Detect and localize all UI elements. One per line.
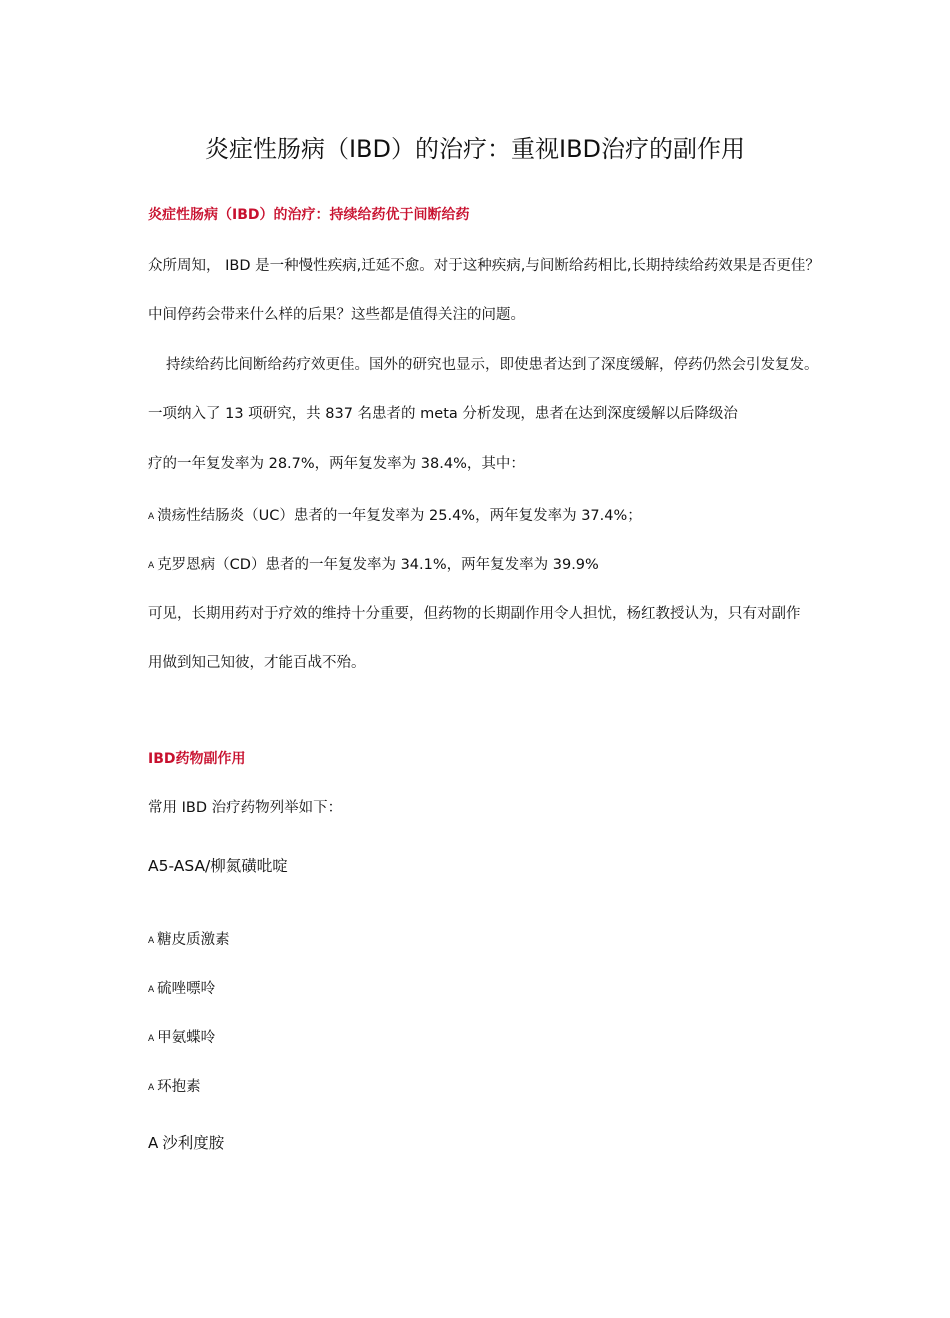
- bullet-marker: A: [148, 561, 155, 571]
- bullet-marker: A: [148, 1034, 155, 1044]
- drug-item-cyclosporine: [148, 1077, 201, 1098]
- drug-name: 甲氨蝶呤: [157, 1030, 216, 1046]
- bullet-marker: A: [148, 1083, 155, 1093]
- bullet-marker: A: [148, 512, 155, 522]
- paragraph-line: 可见，长期用药对于疗效的维持十分重要，但药物的长期副作用令人担忧，杨红教授认为，只有对副作: [148, 606, 801, 622]
- bullet-text: 溃疡性结肠炎（UC）患者的一年复发率为 25.4%，两年复发率为 37.4%；: [157, 508, 642, 524]
- drug-item-azathioprine: [148, 979, 215, 1000]
- paragraph-line: 用做到知己知彼，才能百战不殆。: [148, 655, 366, 671]
- drug-name: 硫唑嘌呤: [157, 981, 216, 997]
- bullet-item-cd: [148, 555, 599, 576]
- paragraph-line: 持续给药比间断给药疗效更佳。国外的研究也显示，即使患者达到了深度缓解，停药仍然会引发复发。: [166, 357, 819, 373]
- paragraph-line: 中间停药会带来什么样的后果？这些都是值得关注的问题。: [148, 307, 525, 323]
- bullet-marker: A: [148, 985, 155, 995]
- drug-name: 糖皮质激素: [157, 932, 230, 948]
- paragraph-line: 众所周知， IBD 是一种慢性疾病,迁延不愈。对于这种疾病,与间断给药相比,长期持续给药效果是否更佳？: [148, 258, 820, 274]
- drug-item-thalidomide: [148, 1133, 224, 1153]
- drug-name: 环抱素: [157, 1079, 201, 1095]
- paragraph-line: 疗的一年复发率为 28.7%，两年复发率为 38.4%，其中：: [148, 456, 525, 472]
- drug-name: 沙利度胺: [162, 1134, 225, 1152]
- bullet-marker: A: [148, 936, 155, 946]
- paragraph-line: 一项纳入了 13 项研究，共 837 名患者的 meta 分析发现，患者在达到深度缓解以后降级治: [148, 406, 738, 422]
- drug-item-methotrexate: [148, 1028, 215, 1049]
- page-title: 炎症性肠病（IBD）的治疗：重视IBD治疗的副作用: [204, 135, 746, 163]
- drug-item-5asa: A5-ASA/柳氮磺吡啶: [148, 857, 288, 875]
- bullet-marker: A: [148, 1134, 159, 1152]
- drug-list-intro: 常用 IBD 治疗药物列举如下：: [148, 800, 343, 816]
- bullet-item-uc: [148, 506, 642, 527]
- bullet-text: 克罗恩病（CD）患者的一年复发率为 34.1%，两年复发率为 39.9%: [157, 557, 599, 573]
- drug-item-glucocorticoid: [148, 930, 230, 951]
- section-heading-continuous-dosing: 炎症性肠病（IBD）的治疗：持续给药优于间断给药: [148, 207, 470, 223]
- section-heading-drug-side-effects: IBD药物副作用: [148, 751, 246, 767]
